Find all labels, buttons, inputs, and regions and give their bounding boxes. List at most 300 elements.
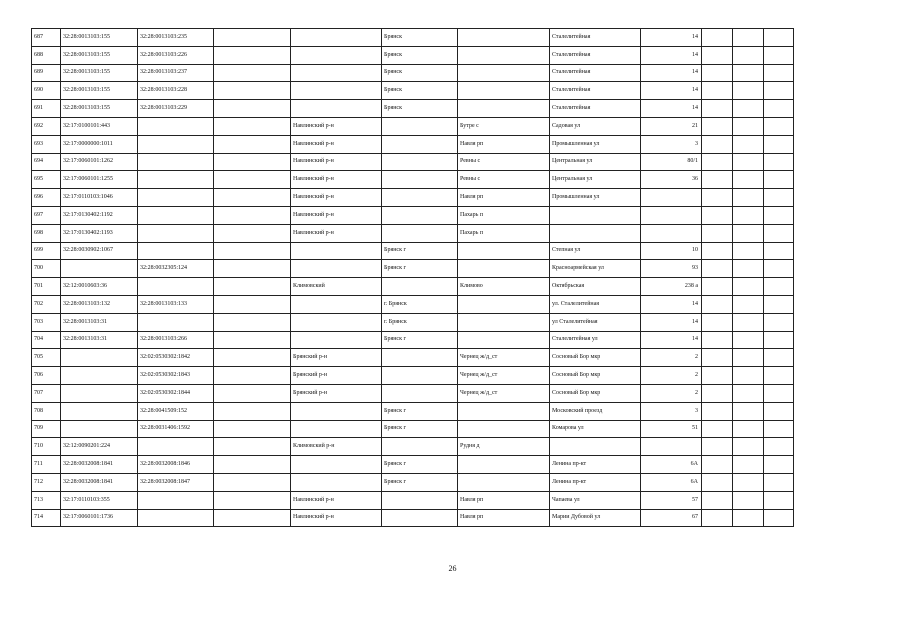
cadastral-number-cell: 32:28:0032008:1841	[61, 473, 138, 491]
empty-cell	[764, 367, 794, 385]
cadastral-number-cell: 32:17:0130402:1192	[61, 206, 138, 224]
extra-cell	[214, 278, 291, 296]
city-cell: Брянск	[382, 46, 458, 64]
district-cell	[291, 29, 382, 47]
table-row	[32, 46, 794, 64]
city-cell: г. Брянск	[382, 313, 458, 331]
district-cell	[291, 46, 382, 64]
cadastral-number-cell: 32:28:0013103:31	[61, 313, 138, 331]
empty-cell	[733, 402, 764, 420]
row-number-cell: 701	[32, 278, 61, 296]
sub-cadastral-number-cell	[138, 117, 214, 135]
cadastral-number-cell: 32:28:0032008:1841	[61, 456, 138, 474]
cadastral-number-cell: 32:17:0060101:1262	[61, 153, 138, 171]
house-number-cell: 14	[641, 29, 702, 47]
table-row	[32, 100, 794, 118]
city-cell: Брянск г	[382, 456, 458, 474]
empty-cell	[702, 331, 733, 349]
district-cell: Навлинский р-н	[291, 135, 382, 153]
row-number-cell: 708	[32, 402, 61, 420]
empty-cell	[702, 402, 733, 420]
empty-cell	[702, 153, 733, 171]
table-row	[32, 82, 794, 100]
street-cell: Красноармейская ул	[550, 260, 641, 278]
row-number-cell: 696	[32, 189, 61, 207]
district-cell: Навлинский р-н	[291, 171, 382, 189]
street-cell: Сталелитейная	[550, 82, 641, 100]
empty-cell	[764, 189, 794, 207]
settlement-cell	[458, 473, 550, 491]
empty-cell	[764, 117, 794, 135]
city-cell: Брянск	[382, 29, 458, 47]
empty-cell	[733, 331, 764, 349]
registry-table	[31, 28, 794, 527]
city-cell: Брянск г	[382, 402, 458, 420]
sub-cadastral-number-cell	[138, 491, 214, 509]
table-row	[32, 242, 794, 260]
district-cell	[291, 456, 382, 474]
extra-cell	[214, 313, 291, 331]
empty-cell	[733, 135, 764, 153]
cadastral-number-cell: 32:12:0010603:36	[61, 278, 138, 296]
street-cell: Марии Дубовой ул	[550, 509, 641, 527]
empty-cell	[733, 64, 764, 82]
extra-cell	[214, 189, 291, 207]
empty-cell	[702, 313, 733, 331]
registry-sheet	[31, 28, 794, 527]
city-cell	[382, 438, 458, 456]
table-row	[32, 349, 794, 367]
row-number-cell: 690	[32, 82, 61, 100]
settlement-cell	[458, 260, 550, 278]
cadastral-number-cell	[61, 402, 138, 420]
extra-cell	[214, 420, 291, 438]
empty-cell	[764, 260, 794, 278]
street-cell: Ленина пр-кт	[550, 456, 641, 474]
street-cell: Сосновый Бор мкр	[550, 349, 641, 367]
table-row	[32, 171, 794, 189]
city-cell: Брянск	[382, 82, 458, 100]
empty-cell	[764, 278, 794, 296]
settlement-cell: Пахарь п	[458, 206, 550, 224]
empty-cell	[702, 242, 733, 260]
extra-cell	[214, 349, 291, 367]
empty-cell	[764, 456, 794, 474]
empty-cell	[764, 313, 794, 331]
city-cell	[382, 117, 458, 135]
empty-cell	[764, 420, 794, 438]
street-cell: Сталелитейная	[550, 46, 641, 64]
table-row	[32, 402, 794, 420]
table-row	[32, 420, 794, 438]
house-number-cell: 238 а	[641, 278, 702, 296]
house-number-cell: 14	[641, 64, 702, 82]
empty-cell	[702, 100, 733, 118]
empty-cell	[764, 349, 794, 367]
empty-cell	[733, 491, 764, 509]
cadastral-number-cell: 32:12:0090201:224	[61, 438, 138, 456]
district-cell: Брянский р-н	[291, 384, 382, 402]
house-number-cell: 14	[641, 100, 702, 118]
city-cell: Брянск г	[382, 331, 458, 349]
cadastral-number-cell: 32:28:0013103:155	[61, 100, 138, 118]
row-number-cell: 704	[32, 331, 61, 349]
street-cell: Промышленная ул	[550, 189, 641, 207]
empty-cell	[764, 473, 794, 491]
extra-cell	[214, 456, 291, 474]
empty-cell	[733, 82, 764, 100]
empty-cell	[764, 224, 794, 242]
sub-cadastral-number-cell: 32:28:0013103:229	[138, 100, 214, 118]
house-number-cell: 21	[641, 117, 702, 135]
table-row	[32, 278, 794, 296]
row-number-cell: 693	[32, 135, 61, 153]
empty-cell	[764, 242, 794, 260]
table-row	[32, 29, 794, 47]
empty-cell	[702, 29, 733, 47]
city-cell: Брянск г	[382, 420, 458, 438]
row-number-cell: 695	[32, 171, 61, 189]
row-number-cell: 710	[32, 438, 61, 456]
row-number-cell: 691	[32, 100, 61, 118]
cadastral-number-cell: 32:28:0030902:1067	[61, 242, 138, 260]
cadastral-number-cell	[61, 420, 138, 438]
empty-cell	[764, 509, 794, 527]
settlement-cell	[458, 82, 550, 100]
settlement-cell: Навля рп	[458, 491, 550, 509]
settlement-cell	[458, 313, 550, 331]
settlement-cell: Бутре с	[458, 117, 550, 135]
district-cell: Навлинский р-н	[291, 509, 382, 527]
sub-cadastral-number-cell: 32:28:0013103:133	[138, 295, 214, 313]
settlement-cell	[458, 456, 550, 474]
sub-cadastral-number-cell: 32:28:0032008:1846	[138, 456, 214, 474]
extra-cell	[214, 295, 291, 313]
cadastral-number-cell: 32:17:0060101:1255	[61, 171, 138, 189]
city-cell	[382, 491, 458, 509]
settlement-cell	[458, 295, 550, 313]
empty-cell	[764, 82, 794, 100]
house-number-cell: 3	[641, 402, 702, 420]
house-number-cell: 57	[641, 491, 702, 509]
city-cell: Брянск	[382, 64, 458, 82]
district-cell	[291, 295, 382, 313]
extra-cell	[214, 153, 291, 171]
table-row	[32, 206, 794, 224]
cadastral-number-cell: 32:28:0013103:132	[61, 295, 138, 313]
table-row	[32, 64, 794, 82]
district-cell: Навлинский р-н	[291, 491, 382, 509]
settlement-cell	[458, 100, 550, 118]
extra-cell	[214, 171, 291, 189]
street-cell: ул Сталелитейная	[550, 313, 641, 331]
sub-cadastral-number-cell: 32:28:0013103:237	[138, 64, 214, 82]
city-cell	[382, 153, 458, 171]
city-cell	[382, 135, 458, 153]
settlement-cell	[458, 420, 550, 438]
settlement-cell	[458, 46, 550, 64]
empty-cell	[733, 117, 764, 135]
empty-cell	[733, 313, 764, 331]
house-number-cell: 80/1	[641, 153, 702, 171]
city-cell	[382, 384, 458, 402]
street-cell: Садовая ул	[550, 117, 641, 135]
extra-cell	[214, 509, 291, 527]
row-number-cell: 703	[32, 313, 61, 331]
row-number-cell: 692	[32, 117, 61, 135]
empty-cell	[733, 224, 764, 242]
empty-cell	[733, 367, 764, 385]
empty-cell	[702, 278, 733, 296]
empty-cell	[702, 420, 733, 438]
row-number-cell: 698	[32, 224, 61, 242]
table-row	[32, 473, 794, 491]
empty-cell	[733, 260, 764, 278]
street-cell: Ленина пр-кт	[550, 473, 641, 491]
city-cell: Брянск г	[382, 473, 458, 491]
table-row	[32, 491, 794, 509]
district-cell	[291, 473, 382, 491]
sub-cadastral-number-cell: 32:02:0530302:1842	[138, 349, 214, 367]
empty-cell	[764, 384, 794, 402]
extra-cell	[214, 206, 291, 224]
district-cell: Навлинский р-н	[291, 153, 382, 171]
street-cell: Степная ул	[550, 242, 641, 260]
row-number-cell: 687	[32, 29, 61, 47]
settlement-cell	[458, 29, 550, 47]
house-number-cell: 14	[641, 313, 702, 331]
extra-cell	[214, 331, 291, 349]
settlement-cell: Чернец ж/д_ст	[458, 367, 550, 385]
cadastral-number-cell	[61, 367, 138, 385]
extra-cell	[214, 473, 291, 491]
empty-cell	[764, 402, 794, 420]
row-number-cell: 707	[32, 384, 61, 402]
street-cell: Московский проезд	[550, 402, 641, 420]
empty-cell	[702, 171, 733, 189]
city-cell	[382, 367, 458, 385]
city-cell: Брянск г	[382, 242, 458, 260]
street-cell	[550, 224, 641, 242]
cadastral-number-cell: 32:17:0000000:1011	[61, 135, 138, 153]
house-number-cell: 93	[641, 260, 702, 278]
house-number-cell: 14	[641, 331, 702, 349]
settlement-cell: Ревны с	[458, 171, 550, 189]
settlement-cell: Чернец ж/д_ст	[458, 384, 550, 402]
sub-cadastral-number-cell: 32:28:0041509:152	[138, 402, 214, 420]
empty-cell	[733, 456, 764, 474]
row-number-cell: 699	[32, 242, 61, 260]
table-row	[32, 153, 794, 171]
cadastral-number-cell: 32:17:0060101:1736	[61, 509, 138, 527]
empty-cell	[733, 29, 764, 47]
extra-cell	[214, 46, 291, 64]
empty-cell	[702, 509, 733, 527]
city-cell	[382, 206, 458, 224]
empty-cell	[733, 295, 764, 313]
street-cell: Комарова ул	[550, 420, 641, 438]
house-number-cell: 14	[641, 295, 702, 313]
sub-cadastral-number-cell	[138, 189, 214, 207]
table-row	[32, 509, 794, 527]
empty-cell	[733, 189, 764, 207]
page-number: 26	[448, 564, 457, 573]
empty-cell	[733, 509, 764, 527]
house-number-cell: 2	[641, 367, 702, 385]
house-number-cell: 67	[641, 509, 702, 527]
table-row	[32, 189, 794, 207]
table-row	[32, 260, 794, 278]
empty-cell	[764, 438, 794, 456]
city-cell: г. Брянск	[382, 295, 458, 313]
row-number-cell: 694	[32, 153, 61, 171]
extra-cell	[214, 242, 291, 260]
district-cell: Климовский	[291, 278, 382, 296]
house-number-cell: 6А	[641, 473, 702, 491]
row-number-cell: 702	[32, 295, 61, 313]
district-cell	[291, 313, 382, 331]
empty-cell	[764, 331, 794, 349]
sub-cadastral-number-cell	[138, 171, 214, 189]
city-cell	[382, 278, 458, 296]
city-cell: Брянск	[382, 100, 458, 118]
sub-cadastral-number-cell	[138, 242, 214, 260]
extra-cell	[214, 491, 291, 509]
table-row	[32, 117, 794, 135]
settlement-cell: Навля рп	[458, 135, 550, 153]
cadastral-number-cell: 32:28:0013103:155	[61, 29, 138, 47]
row-number-cell: 688	[32, 46, 61, 64]
empty-cell	[702, 438, 733, 456]
empty-cell	[702, 64, 733, 82]
street-cell	[550, 438, 641, 456]
table-row	[32, 384, 794, 402]
sub-cadastral-number-cell: 32:28:0013103:226	[138, 46, 214, 64]
settlement-cell: Климово	[458, 278, 550, 296]
empty-cell	[764, 135, 794, 153]
empty-cell	[733, 384, 764, 402]
empty-cell	[764, 206, 794, 224]
row-number-cell: 712	[32, 473, 61, 491]
empty-cell	[702, 135, 733, 153]
extra-cell	[214, 260, 291, 278]
settlement-cell: Навля рп	[458, 189, 550, 207]
settlement-cell	[458, 331, 550, 349]
settlement-cell: Ревны с	[458, 153, 550, 171]
city-cell	[382, 171, 458, 189]
street-cell	[550, 206, 641, 224]
settlement-cell	[458, 64, 550, 82]
extra-cell	[214, 224, 291, 242]
district-cell: Брянский р-н	[291, 349, 382, 367]
sub-cadastral-number-cell	[138, 224, 214, 242]
empty-cell	[764, 153, 794, 171]
settlement-cell	[458, 402, 550, 420]
empty-cell	[702, 349, 733, 367]
sub-cadastral-number-cell	[138, 153, 214, 171]
empty-cell	[702, 260, 733, 278]
empty-cell	[702, 295, 733, 313]
empty-cell	[702, 189, 733, 207]
house-number-cell: 6А	[641, 456, 702, 474]
sub-cadastral-number-cell: 32:28:0032008:1847	[138, 473, 214, 491]
cadastral-number-cell: 32:28:0013103:155	[61, 82, 138, 100]
district-cell	[291, 420, 382, 438]
row-number-cell: 713	[32, 491, 61, 509]
empty-cell	[764, 46, 794, 64]
settlement-cell: Чернец ж/д_ст	[458, 349, 550, 367]
street-cell: Центральная ул	[550, 171, 641, 189]
sub-cadastral-number-cell: 32:28:0013103:235	[138, 29, 214, 47]
sub-cadastral-number-cell: 32:28:0032305:124	[138, 260, 214, 278]
table-row	[32, 135, 794, 153]
extra-cell	[214, 402, 291, 420]
sub-cadastral-number-cell	[138, 278, 214, 296]
empty-cell	[764, 100, 794, 118]
street-cell: Сосновый Бор мкр	[550, 384, 641, 402]
empty-cell	[702, 82, 733, 100]
empty-cell	[733, 278, 764, 296]
sub-cadastral-number-cell: 32:02:0530302:1844	[138, 384, 214, 402]
house-number-cell	[641, 189, 702, 207]
house-number-cell: 14	[641, 82, 702, 100]
settlement-cell	[458, 242, 550, 260]
cadastral-number-cell: 32:17:0110103:1046	[61, 189, 138, 207]
empty-cell	[764, 64, 794, 82]
extra-cell	[214, 100, 291, 118]
street-cell: Сталелитейная ул	[550, 331, 641, 349]
street-cell: Сталелитейная	[550, 29, 641, 47]
table-row	[32, 456, 794, 474]
settlement-cell: Навля рп	[458, 509, 550, 527]
city-cell	[382, 509, 458, 527]
empty-cell	[702, 491, 733, 509]
district-cell: Навлинский р-н	[291, 206, 382, 224]
district-cell: Навлинский р-н	[291, 117, 382, 135]
row-number-cell: 706	[32, 367, 61, 385]
cadastral-number-cell: 32:17:0110103:355	[61, 491, 138, 509]
empty-cell	[733, 349, 764, 367]
table-row	[32, 295, 794, 313]
house-number-cell	[641, 438, 702, 456]
street-cell: ул. Сталелитейная	[550, 295, 641, 313]
extra-cell	[214, 29, 291, 47]
sub-cadastral-number-cell: 32:28:0031406:1592	[138, 420, 214, 438]
district-cell	[291, 402, 382, 420]
row-number-cell: 709	[32, 420, 61, 438]
city-cell	[382, 349, 458, 367]
empty-cell	[764, 295, 794, 313]
empty-cell	[733, 473, 764, 491]
cadastral-number-cell	[61, 260, 138, 278]
district-cell	[291, 260, 382, 278]
empty-cell	[702, 117, 733, 135]
cadastral-number-cell	[61, 384, 138, 402]
sub-cadastral-number-cell: 32:02:0530302:1843	[138, 367, 214, 385]
empty-cell	[764, 491, 794, 509]
row-number-cell: 711	[32, 456, 61, 474]
empty-cell	[702, 224, 733, 242]
empty-cell	[702, 456, 733, 474]
extra-cell	[214, 367, 291, 385]
empty-cell	[702, 384, 733, 402]
empty-cell	[733, 420, 764, 438]
sub-cadastral-number-cell	[138, 135, 214, 153]
table-row	[32, 438, 794, 456]
district-cell: Климовский р-н	[291, 438, 382, 456]
city-cell: Брянск г	[382, 260, 458, 278]
empty-cell	[764, 171, 794, 189]
